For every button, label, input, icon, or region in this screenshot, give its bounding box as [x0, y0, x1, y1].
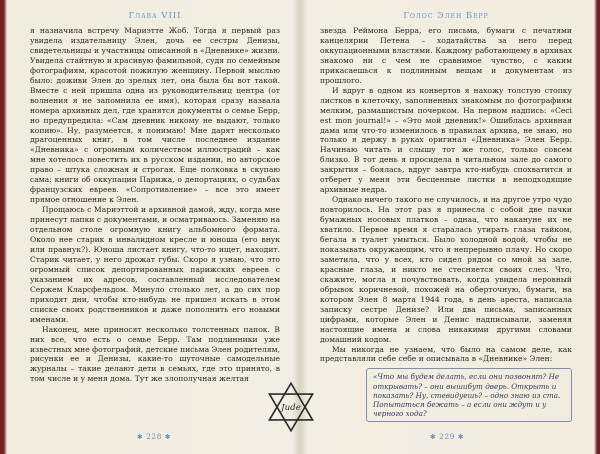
right-page-body	[320, 26, 572, 364]
paragraph: И вдруг в одном из конвертов я нахожу толстую стопку листков в клеточку, заполненных знакомым по фотографиям мелким, размашистым почерком. На первом надпись: «Ceci est mon journal!» – «Это мой дневник!» Ошиблась архивная дама или что-то изменилось в правилах архива, не знаю, но только я держу в руках оригинал «Дневника» Элен Берр. Начинаю читать и слышу тот же голос, только совсем близко. В тот день я просидела в читальном зале до самого закрытия – боялась, вдруг завтра кто-нибудь спохватится и отберет у меня эти бесценные листки в неподходящие архивные недра.	[320, 85, 572, 195]
dialogue-line: «Что мы будем делать, если они позвонят? Не открывать? – они вышибут дверь. Открыть и показать? Ну, стевидуешь? – одно знаю из ста.	[373, 372, 561, 400]
paragraph: Мы никогда не узнаем, что было на самом деле, как представляли себе себе и описывала в «Дневнике» Элен:	[320, 344, 572, 364]
folio-star-icon: ✱	[457, 433, 465, 441]
right-page	[306, 10, 588, 444]
running-head-right: Голос Элен Берр	[403, 11, 489, 21]
star-of-david-icon	[264, 380, 318, 434]
folio-number-left: 228	[146, 432, 162, 441]
page-number-right	[306, 432, 588, 441]
left-page-body	[30, 26, 280, 384]
page-number-left	[14, 432, 294, 441]
folio-star-icon: ✱	[429, 433, 437, 441]
running-head-left: Глава VIII	[128, 11, 182, 21]
paragraph: звезда Реймона Берра, его письма, бумаги с печатями канцелярии Петена – ходатайства за него перед оккупационными властями. Каждому работающему в архивах знакомо ни с чем не сравнимое чувство, с каким прикасаешься к подлинным вещам и документам из прошлого.	[320, 26, 572, 85]
paragraph: Наконец, мне приносят несколько толстенных папок. В них все, что есть о семье Берр. Там подлинники уже известных мне фотографий, детские письма Элен родителям, рисунки ее и Денизы, какие-то шуточные самодельные журналы – такие делают дети в семьях, где это принято, в том числе и у меня дома. Тут же злополучная желтая	[30, 324, 280, 384]
folio-star-icon: ✱	[136, 433, 144, 441]
folio-star-icon: ✱	[164, 433, 172, 441]
star-label: Jude	[281, 403, 301, 414]
paragraph: Однако ничего такого не случилось, и на другое утро чудо повторилось. На этот раз я принесла с собой две пачки бумажных носовых платков – однаа, что накануне их не хватило. Первое время я старалась утирать глаза тайком, бегала в туалет умыться. Было холодной водой, чтобы не показывать окружающим, что я непрерывно плачу. Но скоро заметила, что у всех, кто сидел рядом со мной за зале, красные глаза, и никто не стесняется своих слез. Что, скажите, могла я почувствовать, когда увидела неровный обрывок коричневой, похожей на оберточную, бумаги, на котором Элен 8 марта 1944 года, в день ареста, написала записку сестре Денизе? Или два письма, записанных цифрами, которые Элен и Денис надписывали, заменяя настоящие имена и слова никакими другими словами домашний кодом.	[320, 195, 572, 344]
folio-number-right: 229	[439, 432, 455, 441]
paragraph: Прощаюсь с Мариэттой и архивной дамой, жду, когда мне принесут папки с документами, и осматриваюсь. Заменяю на отдельном столе огромную книгу альбомного формата. Около нее старик в инвалидном кресле и юноша (его внук или правнук?). Юноша листает книгу, что-то ищет, находит. Старик читает, у него дрожат губы. Скоро я узнаю, что это огромный список депортированных парижских евреев с указанием их адресов, составленный исследователем Сержем Кларсфельдом. Минуло столько лет, а до сих пор приходят дни, чтобы кто-нибудь не пришел искать в этом списке своих родственников и даже пополнить его новыми именами.	[30, 205, 280, 324]
paragraph: я назначила встречу Мариэтте Жоб. Тогда я первый раз увидела издательницу Элен, дочь ее сестры Денизы, свидетельницы и участницы описанной в «Дневнике» жизни. Увидела стайтную и красивую фамильной, судя по семейным фотографиям, красотой пожилую женщину. Первой мыслью было: доживи Элен до зрелых лет, она была бы вот такой. Вместе с ней пришла одна из руководительниц центра (от волнения я не запомнила ее имя), которая сразу назвала номера архивных дел, где хранятся документы о семье Берр, но предупредила: «Сам дневник никому не выдают, только копию». Ну, разумеется, я понимаю! Мне дарят несколько драгоценных книг, в том числе последнее издание «Дневника» с огромным количеством иллюстраций – как мне хотелось повестить их в русском издании, но авторское право – штука сложная и строгая. Еще полковка в скупаю сама: книги об оккупации Парижа, о депортациях, о судьбах французских евреев. «Сопротивление» – все это имеет прямое отношение к Элен.	[30, 26, 280, 205]
dialogue-line: Попытаться бежать – а если они ждут и у черного хода?	[373, 400, 547, 419]
quoted-dialogue-box	[366, 368, 572, 422]
left-page	[14, 10, 294, 444]
